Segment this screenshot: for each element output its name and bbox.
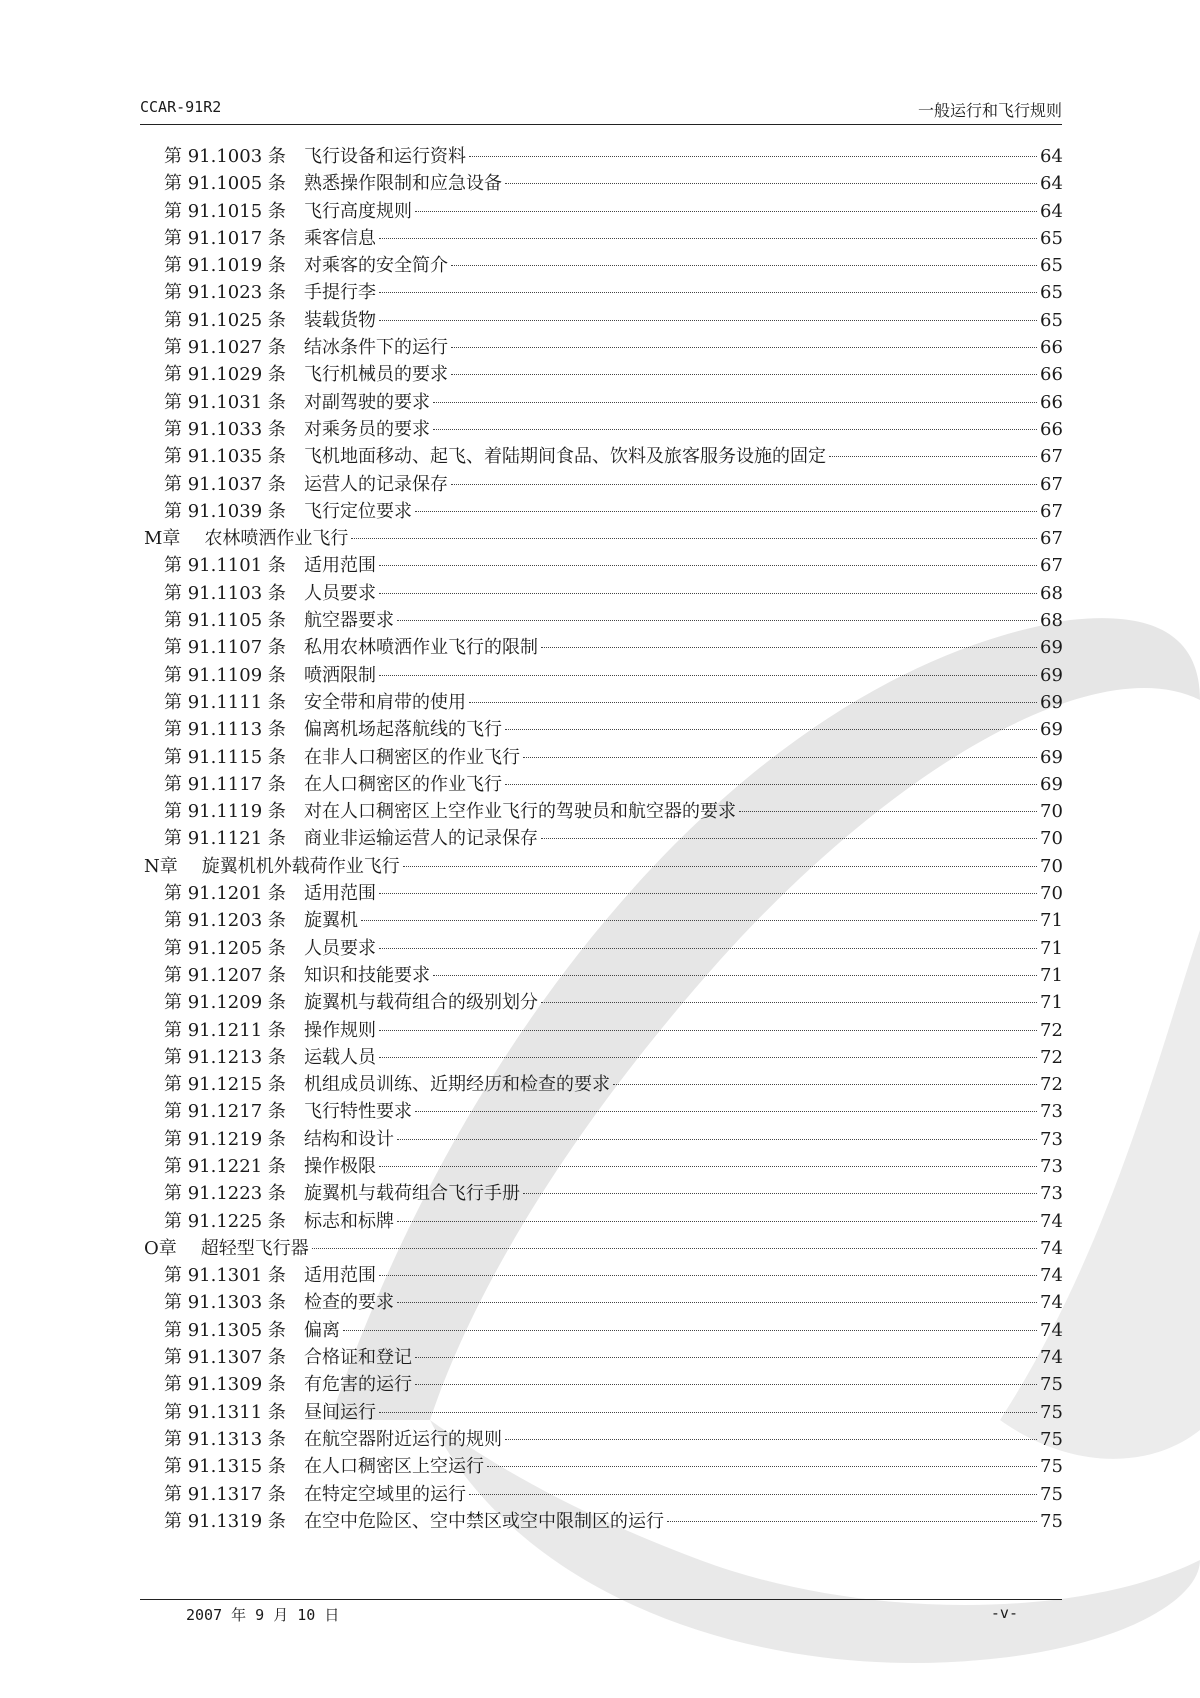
toc-article-entry[interactable] bbox=[140, 1371, 1062, 1398]
toc-entry-title: 在人口稠密区的作业飞行 bbox=[304, 773, 502, 795]
toc-chapter-entry[interactable] bbox=[140, 525, 1062, 552]
toc-chapter-entry[interactable] bbox=[140, 853, 1062, 880]
toc-dot-leader bbox=[415, 511, 1037, 512]
toc-entry-number: 第 91.1209 条 bbox=[164, 992, 286, 1014]
toc-article-entry[interactable] bbox=[140, 1426, 1062, 1453]
toc-entry-number: 第 91.1005 条 bbox=[164, 173, 286, 195]
toc-entry-page: 65 bbox=[1040, 255, 1063, 277]
toc-article-entry[interactable] bbox=[140, 798, 1062, 825]
toc-dot-leader bbox=[379, 593, 1037, 594]
toc-article-entry[interactable] bbox=[140, 962, 1062, 989]
toc-dot-leader bbox=[469, 156, 1037, 157]
toc-article-entry[interactable] bbox=[140, 1481, 1062, 1508]
toc-entry-page: 72 bbox=[1040, 1046, 1063, 1068]
toc-entry-number: 第 91.1025 条 bbox=[164, 309, 286, 331]
toc-article-entry[interactable] bbox=[140, 552, 1062, 579]
toc-dot-leader bbox=[312, 1248, 1037, 1249]
document-code: CCAR-91R2 bbox=[140, 98, 222, 116]
toc-entry-title: 适用范围 bbox=[304, 555, 376, 577]
toc-article-entry[interactable] bbox=[140, 279, 1062, 306]
toc-entry-page: 70 bbox=[1040, 828, 1063, 850]
toc-entry-number: N章 bbox=[144, 855, 178, 877]
toc-entry-page: 69 bbox=[1040, 637, 1063, 659]
toc-entry-number: 第 91.1217 条 bbox=[164, 1101, 286, 1123]
toc-article-entry[interactable] bbox=[140, 662, 1062, 689]
toc-entry-title: 运载人员 bbox=[304, 1046, 376, 1068]
toc-entry-title: 结构和设计 bbox=[304, 1128, 394, 1150]
toc-entry-page: 66 bbox=[1040, 391, 1063, 413]
toc-entry-page: 65 bbox=[1040, 309, 1063, 331]
toc-article-entry[interactable] bbox=[140, 907, 1062, 934]
toc-entry-title: 飞行设备和运行资料 bbox=[304, 146, 466, 167]
toc-entry-number: 第 91.1203 条 bbox=[164, 910, 286, 932]
toc-entry-number: O章 bbox=[144, 1237, 177, 1259]
toc-dot-leader bbox=[541, 647, 1037, 648]
toc-dot-leader bbox=[379, 1030, 1037, 1031]
toc-dot-leader bbox=[397, 1221, 1037, 1222]
toc-entry-page: 75 bbox=[1040, 1428, 1063, 1450]
toc-entry-page: 66 bbox=[1040, 418, 1063, 440]
toc-dot-leader bbox=[397, 1139, 1037, 1140]
toc-entry-page: 73 bbox=[1040, 1183, 1063, 1205]
toc-entry-number: 第 91.1317 条 bbox=[164, 1483, 286, 1505]
toc-entry-number: 第 91.1115 条 bbox=[164, 746, 286, 768]
toc-entry-number: 第 91.1303 条 bbox=[164, 1292, 286, 1314]
toc-dot-leader bbox=[505, 1439, 1037, 1440]
toc-entry-title: 超轻型飞行器 bbox=[200, 1237, 309, 1259]
toc-entry-page: 73 bbox=[1040, 1128, 1063, 1150]
toc-article-entry[interactable] bbox=[140, 607, 1062, 634]
toc-entry-title: 飞行机械员的要求 bbox=[304, 364, 448, 386]
toc-entry-number: 第 91.1019 条 bbox=[164, 255, 286, 277]
footer-page-number: -v- bbox=[990, 1604, 1018, 1622]
toc-entry-number: 第 91.1315 条 bbox=[164, 1456, 286, 1478]
toc-entry-number: 第 91.1309 条 bbox=[164, 1374, 286, 1396]
toc-entry-number: 第 91.1003 条 bbox=[164, 146, 286, 167]
toc-entry-title: 手提行李 bbox=[304, 282, 376, 304]
toc-entry-number: 第 91.1109 条 bbox=[164, 664, 286, 686]
toc-entry-page: 64 bbox=[1040, 173, 1063, 195]
toc-article-entry[interactable] bbox=[140, 1071, 1062, 1098]
toc-entry-page: 75 bbox=[1040, 1456, 1063, 1478]
toc-article-entry[interactable] bbox=[140, 143, 1062, 170]
toc-entry-title: 标志和标牌 bbox=[304, 1210, 394, 1232]
toc-dot-leader bbox=[379, 948, 1037, 949]
toc-entry-number: 第 91.1301 条 bbox=[164, 1265, 286, 1287]
toc-article-entry[interactable] bbox=[140, 389, 1062, 416]
toc-dot-leader bbox=[487, 1466, 1037, 1467]
toc-entry-number: 第 91.1039 条 bbox=[164, 500, 286, 522]
header-rule bbox=[140, 124, 1062, 125]
toc-article-entry[interactable] bbox=[140, 416, 1062, 443]
toc-dot-leader bbox=[433, 429, 1037, 430]
toc-entry-page: 67 bbox=[1040, 555, 1063, 577]
toc-entry-number: 第 91.1117 条 bbox=[164, 773, 286, 795]
toc-entry-page: 75 bbox=[1040, 1401, 1063, 1423]
toc-entry-title: 结冰条件下的运行 bbox=[304, 337, 448, 359]
toc-entry-page: 71 bbox=[1040, 964, 1063, 986]
toc-entry-page: 65 bbox=[1040, 282, 1063, 304]
toc-entry-page: 69 bbox=[1040, 773, 1063, 795]
toc-entry-number: 第 91.1037 条 bbox=[164, 473, 286, 495]
toc-entry-title: 熟悉操作限制和应急设备 bbox=[304, 173, 502, 195]
toc-entry-page: 74 bbox=[1040, 1265, 1063, 1287]
toc-dot-leader bbox=[379, 1412, 1037, 1413]
toc-dot-leader bbox=[541, 1002, 1037, 1003]
toc-article-entry[interactable] bbox=[140, 1289, 1062, 1316]
toc-dot-leader bbox=[379, 1057, 1037, 1058]
toc-dot-leader bbox=[541, 838, 1037, 839]
toc-entry-page: 74 bbox=[1040, 1347, 1063, 1369]
toc-entry-page: 67 bbox=[1040, 446, 1063, 468]
toc-entry-number: 第 91.1017 条 bbox=[164, 227, 286, 249]
toc-entry-number: 第 91.1015 条 bbox=[164, 200, 286, 222]
toc-entry-title: 对乘务员的要求 bbox=[304, 418, 430, 440]
toc-article-entry[interactable] bbox=[140, 361, 1062, 388]
toc-dot-leader bbox=[379, 893, 1037, 894]
toc-entry-title: 运营人的记录保存 bbox=[304, 473, 448, 495]
toc-dot-leader bbox=[379, 1166, 1037, 1167]
toc-entry-number: 第 91.1215 条 bbox=[164, 1074, 286, 1096]
toc-entry-number: M章 bbox=[144, 528, 181, 550]
toc-entry-page: 69 bbox=[1040, 746, 1063, 768]
toc-entry-title: 在空中危险区、空中禁区或空中限制区的运行 bbox=[304, 1510, 664, 1532]
toc-entry-title: 飞行高度规则 bbox=[304, 200, 412, 222]
toc-entry-number: 第 91.1313 条 bbox=[164, 1428, 286, 1450]
toc-article-entry[interactable] bbox=[140, 1262, 1062, 1289]
toc-entry-title: 检查的要求 bbox=[304, 1292, 394, 1314]
page-header bbox=[140, 98, 1062, 122]
toc-entry-title: 偏离 bbox=[304, 1319, 340, 1341]
toc-article-entry[interactable] bbox=[140, 1098, 1062, 1125]
toc-dot-leader bbox=[415, 1111, 1037, 1112]
toc-entry-title: 装载货物 bbox=[304, 309, 376, 331]
toc-dot-leader bbox=[397, 620, 1037, 621]
toc-dot-leader bbox=[469, 702, 1037, 703]
toc-entry-number: 第 91.1311 条 bbox=[164, 1401, 286, 1423]
toc-entry-title: 飞行定位要求 bbox=[304, 500, 412, 522]
toc-entry-page: 73 bbox=[1040, 1101, 1063, 1123]
toc-entry-title: 农林喷洒作业飞行 bbox=[204, 528, 349, 550]
toc-entry-title: 飞行特性要求 bbox=[304, 1101, 412, 1123]
toc-entry-page: 74 bbox=[1040, 1237, 1063, 1259]
toc-article-entry[interactable] bbox=[140, 1044, 1062, 1071]
toc-dot-leader bbox=[451, 265, 1037, 266]
toc-dot-leader bbox=[361, 920, 1037, 921]
toc-article-entry[interactable] bbox=[140, 825, 1062, 852]
toc-dot-leader bbox=[667, 1521, 1037, 1522]
toc-entry-page: 66 bbox=[1040, 337, 1063, 359]
toc-article-entry[interactable] bbox=[140, 1208, 1062, 1235]
toc-entry-title: 在非人口稠密区的作业飞行 bbox=[304, 746, 520, 768]
toc-dot-leader bbox=[505, 183, 1037, 184]
toc-dot-leader bbox=[505, 784, 1037, 785]
toc-entry-title: 飞机地面移动、起飞、着陆期间食品、饮料及旅客服务设施的固定 bbox=[304, 446, 826, 468]
toc-article-entry[interactable] bbox=[140, 1399, 1062, 1426]
toc-article-entry[interactable] bbox=[140, 1180, 1062, 1207]
toc-dot-leader bbox=[397, 1302, 1037, 1303]
toc-entry-number: 第 91.1031 条 bbox=[164, 391, 286, 413]
toc-entry-page: 70 bbox=[1040, 855, 1063, 877]
toc-entry-title: 知识和技能要求 bbox=[304, 964, 430, 986]
toc-entry-title: 商业非运输运营人的记录保存 bbox=[304, 828, 538, 850]
toc-entry-page: 74 bbox=[1040, 1210, 1063, 1232]
toc-article-entry[interactable] bbox=[140, 935, 1062, 962]
toc-entry-page: 69 bbox=[1040, 664, 1063, 686]
toc-entry-number: 第 91.1107 条 bbox=[164, 637, 286, 659]
toc-entry-title: 对乘客的安全简介 bbox=[304, 255, 448, 277]
toc-entry-title: 安全带和肩带的使用 bbox=[304, 691, 466, 713]
toc-article-entry[interactable] bbox=[140, 334, 1062, 361]
toc-dot-leader bbox=[523, 1193, 1037, 1194]
toc-entry-title: 旋翼机与载荷组合的级别划分 bbox=[304, 992, 538, 1014]
toc-entry-page: 72 bbox=[1040, 1074, 1063, 1096]
toc-entry-title: 人员要求 bbox=[304, 582, 376, 604]
toc-dot-leader bbox=[433, 975, 1037, 976]
toc-entry-number: 第 91.1201 条 bbox=[164, 883, 286, 905]
toc-entry-page: 68 bbox=[1040, 610, 1063, 632]
toc-entry-title: 操作规则 bbox=[304, 1019, 376, 1041]
toc-article-entry[interactable] bbox=[140, 498, 1062, 525]
toc-entry-page: 67 bbox=[1040, 500, 1063, 522]
toc-article-entry[interactable] bbox=[140, 880, 1062, 907]
toc-entry-title: 有危害的运行 bbox=[304, 1374, 412, 1396]
toc-article-entry[interactable] bbox=[140, 580, 1062, 607]
toc-entry-page: 71 bbox=[1040, 992, 1063, 1014]
toc-dot-leader bbox=[523, 757, 1037, 758]
toc-entry-page: 69 bbox=[1040, 691, 1063, 713]
toc-entry-number: 第 91.1101 条 bbox=[164, 555, 286, 577]
toc-entry-page: 75 bbox=[1040, 1483, 1063, 1505]
toc-entry-title: 对在人口稠密区上空作业飞行的驾驶员和航空器的要求 bbox=[304, 801, 736, 823]
toc-article-entry[interactable] bbox=[140, 307, 1062, 334]
toc-entry-title: 适用范围 bbox=[304, 1265, 376, 1287]
toc-entry-title: 人员要求 bbox=[304, 937, 376, 959]
toc-article-entry[interactable] bbox=[140, 1017, 1062, 1044]
toc-article-entry[interactable] bbox=[140, 225, 1062, 252]
document-title: 一般运行和飞行规则 bbox=[917, 101, 1062, 120]
toc-dot-leader bbox=[343, 1330, 1037, 1331]
toc-article-entry[interactable] bbox=[140, 252, 1062, 279]
toc-entry-page: 75 bbox=[1040, 1510, 1063, 1532]
toc-entry-number: 第 91.1111 条 bbox=[164, 691, 286, 713]
toc-entry-number: 第 91.1033 条 bbox=[164, 418, 286, 440]
toc-entry-number: 第 91.1307 条 bbox=[164, 1347, 286, 1369]
toc-entry-page: 75 bbox=[1040, 1374, 1063, 1396]
toc-entry-page: 73 bbox=[1040, 1155, 1063, 1177]
toc-article-entry[interactable] bbox=[140, 471, 1062, 498]
toc-entry-number: 第 91.1305 条 bbox=[164, 1319, 286, 1341]
toc-article-entry[interactable] bbox=[140, 634, 1062, 661]
toc-dot-leader bbox=[379, 675, 1037, 676]
toc-entry-title: 在特定空域里的运行 bbox=[304, 1483, 466, 1505]
toc-entry-title: 在人口稠密区上空运行 bbox=[304, 1456, 484, 1478]
toc-entry-page: 69 bbox=[1040, 719, 1063, 741]
toc-dot-leader bbox=[379, 1275, 1037, 1276]
toc-entry-page: 67 bbox=[1040, 473, 1063, 495]
toc-article-entry[interactable] bbox=[140, 989, 1062, 1016]
toc-entry-number: 第 91.1225 条 bbox=[164, 1210, 286, 1232]
toc-entry-page: 72 bbox=[1040, 1019, 1063, 1041]
toc-entry-page: 67 bbox=[1040, 528, 1063, 550]
toc-entry-number: 第 91.1319 条 bbox=[164, 1510, 286, 1532]
toc-entry-number: 第 91.1205 条 bbox=[164, 937, 286, 959]
toc-entry-number: 第 91.1221 条 bbox=[164, 1155, 286, 1177]
toc-entry-title: 旋翼机机外载荷作业飞行 bbox=[201, 855, 400, 877]
toc-entry-number: 第 91.1105 条 bbox=[164, 610, 286, 632]
toc-article-entry[interactable] bbox=[140, 1317, 1062, 1344]
toc-entry-title: 对副驾驶的要求 bbox=[304, 391, 430, 413]
footer-date: 2007 年 9 月 10 日 bbox=[186, 1606, 340, 1624]
toc-entry-page: 64 bbox=[1040, 146, 1063, 167]
footer-rule bbox=[140, 1599, 1062, 1600]
toc-dot-leader bbox=[829, 456, 1037, 457]
toc-entry-page: 65 bbox=[1040, 227, 1063, 249]
toc-entry-title: 合格证和登记 bbox=[304, 1347, 412, 1369]
toc-dot-leader bbox=[415, 211, 1037, 212]
toc-dot-leader bbox=[451, 484, 1037, 485]
toc-article-entry[interactable] bbox=[140, 443, 1062, 470]
toc-entry-page: 66 bbox=[1040, 364, 1063, 386]
toc-entry-title: 私用农林喷洒作业飞行的限制 bbox=[304, 637, 538, 659]
toc-article-entry[interactable] bbox=[140, 1344, 1062, 1371]
toc-article-entry[interactable] bbox=[140, 689, 1062, 716]
toc-entry-number: 第 91.1103 条 bbox=[164, 582, 286, 604]
toc-dot-leader bbox=[451, 347, 1037, 348]
toc-dot-leader bbox=[415, 1357, 1037, 1358]
toc-dot-leader bbox=[433, 402, 1037, 403]
toc-dot-leader bbox=[403, 866, 1037, 867]
toc-entry-number: 第 91.1113 条 bbox=[164, 719, 286, 741]
toc-article-entry[interactable] bbox=[140, 744, 1062, 771]
toc-article-entry[interactable] bbox=[140, 198, 1062, 225]
table-of-contents bbox=[140, 143, 1062, 1535]
toc-entry-number: 第 91.1023 条 bbox=[164, 282, 286, 304]
toc-dot-leader bbox=[351, 538, 1037, 539]
toc-entry-page: 74 bbox=[1040, 1319, 1063, 1341]
toc-dot-leader bbox=[739, 811, 1037, 812]
toc-entry-page: 74 bbox=[1040, 1292, 1063, 1314]
page-footer bbox=[140, 1604, 1062, 1628]
toc-entry-title: 喷洒限制 bbox=[304, 664, 376, 686]
toc-dot-leader bbox=[451, 374, 1037, 375]
toc-article-entry[interactable] bbox=[140, 771, 1062, 798]
toc-entry-number: 第 91.1213 条 bbox=[164, 1046, 286, 1068]
toc-dot-leader bbox=[505, 729, 1037, 730]
toc-entry-title: 旋翼机与载荷组合飞行手册 bbox=[304, 1183, 520, 1205]
toc-entry-page: 70 bbox=[1040, 883, 1063, 905]
toc-entry-number: 第 91.1219 条 bbox=[164, 1128, 286, 1150]
toc-entry-page: 68 bbox=[1040, 582, 1063, 604]
toc-entry-page: 71 bbox=[1040, 910, 1063, 932]
toc-entry-title: 航空器要求 bbox=[304, 610, 394, 632]
toc-dot-leader bbox=[379, 565, 1037, 566]
toc-article-entry[interactable] bbox=[140, 716, 1062, 743]
toc-dot-leader bbox=[379, 292, 1037, 293]
toc-entry-page: 64 bbox=[1040, 200, 1063, 222]
toc-entry-number: 第 91.1223 条 bbox=[164, 1183, 286, 1205]
toc-entry-number: 第 91.1211 条 bbox=[164, 1019, 286, 1041]
toc-entry-number: 第 91.1027 条 bbox=[164, 337, 286, 359]
toc-article-entry[interactable] bbox=[140, 1126, 1062, 1153]
toc-entry-number: 第 91.1207 条 bbox=[164, 964, 286, 986]
toc-entry-title: 在航空器附近运行的规则 bbox=[304, 1428, 502, 1450]
toc-article-entry[interactable] bbox=[140, 1153, 1062, 1180]
toc-entry-title: 乘客信息 bbox=[304, 227, 376, 249]
toc-entry-title: 昼间运行 bbox=[304, 1401, 376, 1423]
toc-entry-number: 第 91.1029 条 bbox=[164, 364, 286, 386]
toc-entry-title: 操作极限 bbox=[304, 1155, 376, 1177]
toc-entry-title: 旋翼机 bbox=[304, 910, 358, 932]
toc-entry-number: 第 91.1121 条 bbox=[164, 828, 286, 850]
toc-article-entry[interactable] bbox=[140, 1508, 1062, 1535]
toc-entry-title: 偏离机场起落航线的飞行 bbox=[304, 719, 502, 741]
toc-article-entry[interactable] bbox=[140, 170, 1062, 197]
toc-dot-leader bbox=[415, 1384, 1037, 1385]
toc-dot-leader bbox=[469, 1494, 1037, 1495]
toc-entry-number: 第 91.1035 条 bbox=[164, 446, 286, 468]
toc-dot-leader bbox=[613, 1084, 1037, 1085]
toc-entry-page: 71 bbox=[1040, 937, 1063, 959]
toc-article-entry[interactable] bbox=[140, 1453, 1062, 1480]
toc-entry-title: 机组成员训练、近期经历和检查的要求 bbox=[304, 1074, 610, 1096]
toc-chapter-entry[interactable] bbox=[140, 1235, 1062, 1262]
toc-dot-leader bbox=[379, 320, 1037, 321]
toc-entry-number: 第 91.1119 条 bbox=[164, 801, 286, 823]
toc-entry-title: 适用范围 bbox=[304, 883, 376, 905]
toc-entry-page: 70 bbox=[1040, 801, 1063, 823]
toc-dot-leader bbox=[379, 238, 1037, 239]
